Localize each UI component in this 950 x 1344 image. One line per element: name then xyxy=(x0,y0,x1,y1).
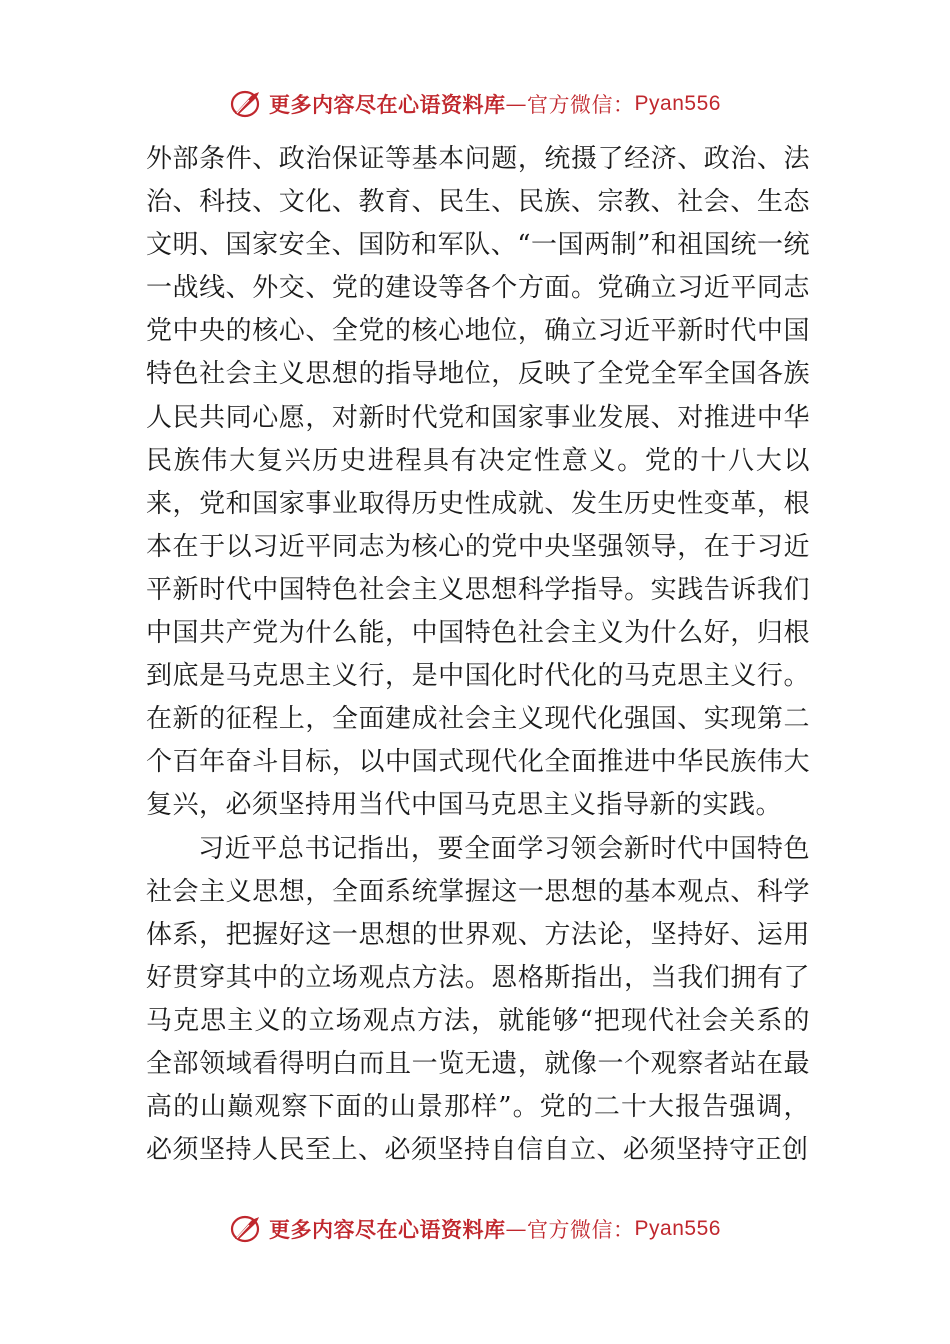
header-banner xyxy=(0,86,950,122)
quill-pen-logo-icon xyxy=(229,87,263,121)
banner-wechat-handle: Pyan556 xyxy=(634,92,721,115)
document-body xyxy=(146,138,810,1172)
banner-wechat-handle: Pyan556 xyxy=(634,1217,721,1240)
banner-brand-text: 更多内容尽在心语资料库 xyxy=(269,1217,506,1242)
footer-banner xyxy=(0,1211,950,1247)
banner-dash: — xyxy=(505,92,528,116)
body-paragraph-1: 外部条件、政治保证等基本问题，统摄了经济、政治、法治、科技、文化、教育、民生、民族、宗教、社会、生态文明、国家安全、国防和军队、“一国两制”和祖国统一统一战线、外交、党的建设等各个方面。党确立习近平同志党中央的核心、全党的核心地位，确立习近平新时代中国特色社会主义思想的指导地位，反映了全党全军全国各族人民共同心愿，对新时代党和国家事业发展、对推进中华民族伟大复兴历史进程具有决定性意义。党的十八大以来，党和国家事业取得历史性成就、发生历史性变革，根本在于以习近平同志为核心的党中央坚强领导，在于习近平新时代中国特色社会主义思想科学指导。实践告诉我们中国共产党为什么能，中国特色社会主义为什么好，归根到底是马克思主义行，是中国化时代化的马克思主义行。在新的征程上，全面建成社会主义现代化强国、实现第二个百年奋斗目标，以中国式现代化全面推进中华民族伟大复兴，必须坚持用当代中国马克思主义指导新的实践。 xyxy=(146,144,810,821)
banner-dash: — xyxy=(505,1217,528,1241)
banner-wechat-label: 官方微信： xyxy=(527,1218,635,1242)
banner-brand-text: 更多内容尽在心语资料库 xyxy=(269,92,506,117)
quill-pen-logo-icon xyxy=(229,1212,263,1246)
banner-wechat-label: 官方微信： xyxy=(527,93,635,117)
body-paragraph-2: 习近平总书记指出，要全面学习领会新时代中国特色社会主义思想，全面系统掌握这一思想的基本观点、科学体系，把握好这一思想的世界观、方法论，坚持好、运用好贯穿其中的立场观点方法。恩格斯指出，当我们拥有了马克思主义的立场观点方法，就能够“把现代社会关系的全部领域看得明白而且一览无遗，就像一个观察者站在最高的山巅观察下面的山景那样”。党的二十大报告强调，必须坚持人民至上、必须坚持自信自立、必须坚持守正创 xyxy=(146,833,810,1166)
